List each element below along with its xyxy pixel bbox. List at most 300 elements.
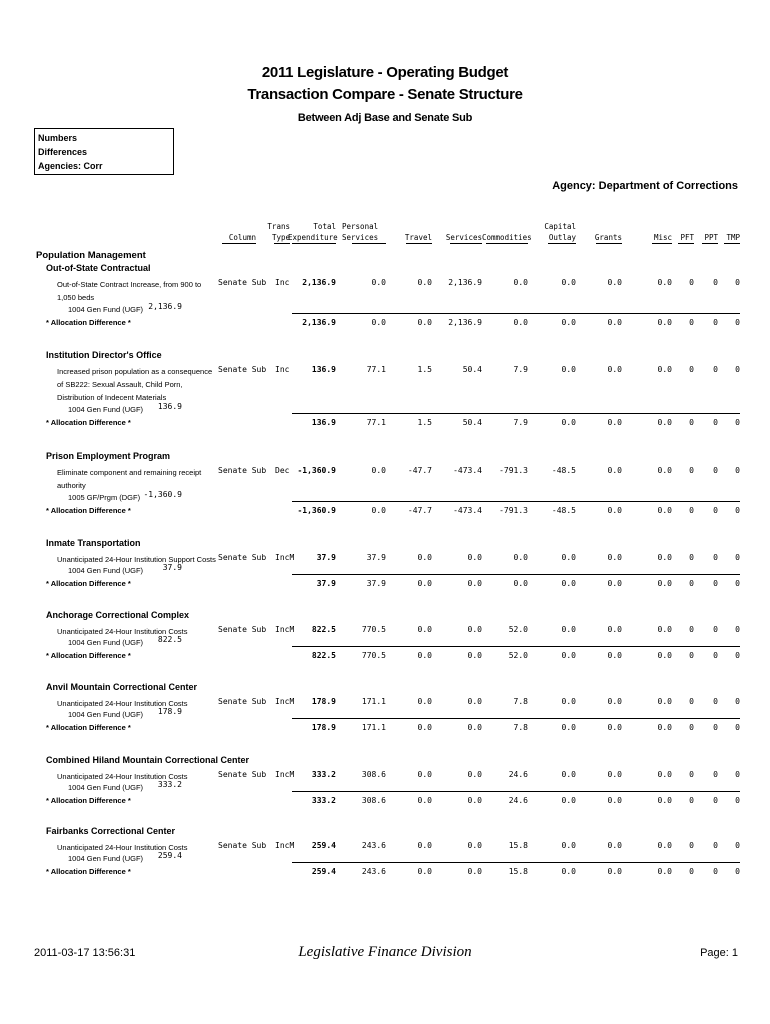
allocation-row [0, 796, 770, 808]
value-cell: 0.0 [417, 278, 432, 287]
value-cell: 0 [735, 466, 740, 475]
column-cell: Senate Sub [218, 553, 267, 562]
value-cell: 0 [713, 770, 718, 779]
trans-type-cell: IncM [275, 625, 295, 634]
column-cell: Senate Sub [218, 365, 267, 374]
allocation-value-cell: 770.5 [361, 651, 386, 660]
value-cell: 0 [735, 553, 740, 562]
footer-timestamp: 2011-03-17 13:56:31 [34, 947, 136, 959]
value-cell: 0 [689, 466, 694, 475]
allocation-value-cell: 0 [713, 723, 718, 732]
allocation-value-cell: 259.4 [311, 867, 336, 876]
allocation-value-cell: 171.1 [361, 723, 386, 732]
trans-type-cell: IncM [275, 841, 295, 850]
allocation-value-cell: 0.0 [467, 579, 482, 588]
table-row [0, 697, 770, 709]
allocation-row [0, 506, 770, 518]
value-cell: 178.9 [311, 697, 336, 706]
value-cell: 37.9 [316, 553, 336, 562]
value-cell: 0.0 [657, 553, 672, 562]
value-cell: 52.0 [508, 625, 528, 634]
filter-line: Agencies: Corr [38, 161, 103, 171]
allocation-value-cell: 0.0 [607, 867, 622, 876]
allocation-difference-label: * Allocation Difference * [46, 318, 131, 327]
allocation-value-cell: 822.5 [311, 651, 336, 660]
value-cell: 0.0 [657, 278, 672, 287]
value-cell: 259.4 [311, 841, 336, 850]
value-cell: 333.2 [311, 770, 336, 779]
report-comparison: Between Adj Base and Senate Sub [297, 112, 473, 124]
item-title: Prison Employment Program [46, 451, 171, 461]
allocation-value-cell: 0.0 [607, 579, 622, 588]
allocation-value-cell: 0 [735, 796, 740, 805]
allocation-value-cell: 7.8 [513, 723, 528, 732]
allocation-row [0, 579, 770, 591]
allocation-value-cell: 0 [735, 579, 740, 588]
allocation-value-cell: -48.5 [551, 506, 576, 515]
item-description: of SB222: Sexual Assault, Child Porn, [57, 380, 183, 389]
filter-box [34, 128, 174, 175]
allocation-value-cell: 2,136.9 [448, 318, 482, 327]
header-underline [292, 243, 336, 244]
item-title: Anvil Mountain Correctional Center [46, 682, 198, 692]
value-cell: 0.0 [607, 625, 622, 634]
allocation-value-cell: 0.0 [561, 651, 576, 660]
value-cell: 0.0 [607, 278, 622, 287]
allocation-value-cell: 0 [735, 723, 740, 732]
value-cell: 0.0 [607, 697, 622, 706]
table-row [0, 553, 770, 565]
value-cell: 0.0 [561, 278, 576, 287]
value-cell: -791.3 [499, 466, 528, 475]
allocation-value-cell: 0 [689, 418, 694, 427]
value-cell: 0 [713, 625, 718, 634]
report-subtitle: Transaction Compare - Senate Structure [247, 86, 523, 103]
header-underline [352, 243, 386, 244]
header-misc: Misc [653, 233, 672, 242]
value-cell: 0.0 [467, 770, 482, 779]
fund-source: 1004 Gen Fund (UGF) [68, 566, 144, 575]
item-description: Eliminate component and remaining receipt [57, 468, 202, 477]
allocation-value-cell: -473.4 [453, 506, 482, 515]
value-cell: 0 [689, 553, 694, 562]
allocation-value-cell: 0 [735, 506, 740, 515]
header-text: Expenditure [288, 233, 338, 242]
allocation-value-cell: 0 [713, 418, 718, 427]
header-underline [702, 243, 718, 244]
sum-divider [292, 313, 740, 314]
value-cell: 24.6 [508, 770, 528, 779]
allocation-value-cell: 0 [689, 506, 694, 515]
fund-amount: 333.2 [157, 780, 182, 789]
column-cell: Senate Sub [218, 278, 267, 287]
trans-type-cell: Inc [275, 278, 290, 287]
value-cell: 0.0 [561, 365, 576, 374]
allocation-value-cell: 37.9 [316, 579, 336, 588]
header-underline [406, 243, 432, 244]
sum-divider [292, 574, 740, 575]
header-underline [222, 243, 256, 244]
column-cell: Senate Sub [218, 770, 267, 779]
trans-type-cell: IncM [275, 553, 295, 562]
value-cell: 0 [713, 841, 718, 850]
allocation-value-cell: -47.7 [407, 506, 432, 515]
fund-amount: 2,136.9 [148, 302, 182, 311]
value-cell: 0.0 [467, 841, 482, 850]
item-title: Fairbanks Correctional Center [46, 826, 176, 836]
allocation-value-cell: 0.0 [607, 723, 622, 732]
value-cell: 171.1 [361, 697, 386, 706]
fund-amount: 136.9 [157, 402, 182, 411]
header-underline [548, 243, 576, 244]
footer-division: Legislative Finance Division [298, 944, 472, 960]
allocation-value-cell: 0 [689, 796, 694, 805]
allocation-value-cell: 24.6 [508, 796, 528, 805]
column-cell: Senate Sub [218, 697, 267, 706]
sum-divider [292, 501, 740, 502]
allocation-value-cell: 333.2 [311, 796, 336, 805]
value-cell: 2,136.9 [448, 278, 482, 287]
value-cell: 770.5 [361, 625, 386, 634]
allocation-value-cell: 0.0 [607, 796, 622, 805]
trans-type-cell: IncM [275, 697, 295, 706]
header-underline [596, 243, 622, 244]
allocation-row [0, 723, 770, 735]
allocation-value-cell: 0 [735, 418, 740, 427]
item-title: Institution Director's Office [46, 350, 162, 360]
allocation-value-cell: 0.0 [657, 318, 672, 327]
allocation-value-cell: 0.0 [467, 796, 482, 805]
value-cell: 0.0 [607, 365, 622, 374]
allocation-value-cell: 0.0 [657, 418, 672, 427]
value-cell: 0.0 [607, 553, 622, 562]
allocation-difference-label: * Allocation Difference * [46, 506, 131, 515]
header-column: Column [228, 233, 256, 242]
value-cell: 1.5 [417, 365, 432, 374]
value-cell: 0.0 [607, 841, 622, 850]
value-cell: 0 [689, 365, 694, 374]
value-cell: 0 [689, 697, 694, 706]
header-ppt: PPT [704, 233, 718, 242]
value-cell: -473.4 [453, 466, 482, 475]
allocation-value-cell: 0.0 [657, 579, 672, 588]
table-row [0, 278, 770, 290]
fund-source: 1004 Gen Fund (UGF) [68, 783, 144, 792]
allocation-value-cell: 0.0 [561, 796, 576, 805]
header-services: Services [445, 233, 482, 242]
value-cell: 0 [713, 278, 718, 287]
allocation-value-cell: 0 [689, 318, 694, 327]
allocation-difference-label: * Allocation Difference * [46, 579, 131, 588]
value-cell: 0 [735, 625, 740, 634]
allocation-value-cell: 0 [713, 796, 718, 805]
header-text: Services [342, 233, 379, 242]
table-row [0, 841, 770, 853]
sum-divider [292, 718, 740, 719]
sum-divider [292, 862, 740, 863]
header-text: Personal [342, 222, 379, 231]
allocation-value-cell: 0 [735, 651, 740, 660]
section-title: Population Management [36, 250, 146, 261]
allocation-value-cell: 0.0 [561, 867, 576, 876]
item-description: Unanticipated 24-Hour Institution Costs [57, 699, 188, 708]
value-cell: 0.0 [371, 278, 386, 287]
allocation-difference-label: * Allocation Difference * [46, 418, 131, 427]
allocation-value-cell: 0.0 [607, 506, 622, 515]
value-cell: 0.0 [513, 553, 528, 562]
header-text: Type [271, 233, 290, 242]
value-cell: 0.0 [417, 770, 432, 779]
allocation-value-cell: 0.0 [607, 318, 622, 327]
header-text: Trans [267, 222, 290, 231]
fund-source: 1004 Gen Fund (UGF) [68, 854, 144, 863]
table-row [0, 466, 770, 478]
value-cell: 77.1 [366, 365, 386, 374]
header-total [288, 221, 336, 243]
allocation-value-cell: 0 [713, 867, 718, 876]
allocation-value-cell: 308.6 [361, 796, 386, 805]
item-title: Out-of-State Contractual [46, 263, 151, 273]
header-text: Outlay [548, 233, 576, 242]
value-cell: 0.0 [657, 841, 672, 850]
value-cell: 0.0 [561, 625, 576, 634]
allocation-value-cell: 0 [735, 867, 740, 876]
header-capital [538, 221, 576, 243]
allocation-value-cell: 0.0 [371, 506, 386, 515]
allocation-value-cell: 1.5 [417, 418, 432, 427]
allocation-value-cell: 0.0 [607, 418, 622, 427]
header-text: Capital [544, 222, 576, 231]
value-cell: 0.0 [561, 841, 576, 850]
allocation-value-cell: 0.0 [513, 579, 528, 588]
item-description: authority [57, 481, 86, 490]
table-row [0, 770, 770, 782]
value-cell: 0.0 [561, 697, 576, 706]
value-cell: 0 [713, 553, 718, 562]
column-cell: Senate Sub [218, 841, 267, 850]
item-description: Unanticipated 24-Hour Institution Costs [57, 772, 188, 781]
fund-amount: 259.4 [157, 851, 182, 860]
allocation-value-cell: 7.9 [513, 418, 528, 427]
item-title: Combined Hiland Mountain Correctional Center [46, 755, 250, 765]
allocation-value-cell: 0.0 [513, 318, 528, 327]
value-cell: 0.0 [561, 553, 576, 562]
allocation-value-cell: 0 [689, 579, 694, 588]
column-cell: Senate Sub [218, 625, 267, 634]
item-description: Unanticipated 24-Hour Institution Costs [57, 627, 188, 636]
value-cell: 0.0 [607, 770, 622, 779]
value-cell: -1,360.9 [297, 466, 336, 475]
allocation-value-cell: 0.0 [417, 723, 432, 732]
fund-amount: 178.9 [157, 707, 182, 716]
allocation-value-cell: 136.9 [311, 418, 336, 427]
value-cell: 0 [689, 278, 694, 287]
header-underline [486, 243, 528, 244]
allocation-value-cell: 0.0 [657, 723, 672, 732]
header-tmp: TMP [726, 233, 740, 242]
value-cell: -47.7 [407, 466, 432, 475]
header-grants: Grants [594, 233, 622, 242]
allocation-value-cell: 178.9 [311, 723, 336, 732]
fund-source: 1005 GF/Prgm (DGF) [68, 493, 141, 502]
allocation-value-cell: 0.0 [657, 796, 672, 805]
item-description: 1,050 beds [57, 293, 95, 302]
allocation-value-cell: 0 [689, 723, 694, 732]
allocation-value-cell: -791.3 [499, 506, 528, 515]
allocation-value-cell: 0.0 [467, 867, 482, 876]
value-cell: 0.0 [417, 841, 432, 850]
trans-type-cell: Inc [275, 365, 290, 374]
fund-amount: 822.5 [157, 635, 182, 644]
allocation-value-cell: 0.0 [417, 318, 432, 327]
value-cell: 308.6 [361, 770, 386, 779]
allocation-value-cell: 0.0 [371, 318, 386, 327]
allocation-row [0, 651, 770, 663]
allocation-value-cell: 0 [735, 318, 740, 327]
header-underline [678, 243, 694, 244]
value-cell: 0.0 [371, 466, 386, 475]
value-cell: 0.0 [467, 553, 482, 562]
value-cell: 0.0 [417, 697, 432, 706]
fund-source: 1004 Gen Fund (UGF) [68, 710, 144, 719]
header-travel: Travel [404, 233, 432, 242]
value-cell: 50.4 [462, 365, 482, 374]
allocation-value-cell: 0.0 [417, 651, 432, 660]
footer-page-number: Page: 1 [700, 947, 738, 959]
value-cell: 0.0 [657, 365, 672, 374]
allocation-value-cell: 0.0 [561, 723, 576, 732]
allocation-value-cell: 0.0 [561, 418, 576, 427]
allocation-value-cell: 0 [689, 867, 694, 876]
value-cell: 2,136.9 [302, 278, 336, 287]
value-cell: 0.0 [657, 697, 672, 706]
item-description: Unanticipated 24-Hour Institution Costs [57, 843, 188, 852]
allocation-row [0, 318, 770, 330]
allocation-value-cell: 0.0 [607, 651, 622, 660]
fund-source: 1004 Gen Fund (UGF) [68, 405, 144, 414]
header-personal [342, 221, 386, 243]
value-cell: 0.0 [561, 770, 576, 779]
filter-line: Differences [38, 147, 88, 157]
allocation-value-cell: 0 [713, 318, 718, 327]
allocation-value-cell: 0.0 [417, 579, 432, 588]
allocation-value-cell: 0.0 [467, 723, 482, 732]
allocation-value-cell: 0 [713, 651, 718, 660]
value-cell: 0.0 [607, 466, 622, 475]
value-cell: 243.6 [361, 841, 386, 850]
item-title: Anchorage Correctional Complex [46, 610, 190, 620]
value-cell: 822.5 [311, 625, 336, 634]
item-description: Increased prison population as a consequence [57, 367, 213, 376]
report-title: 2011 Legislature - Operating Budget [261, 64, 509, 81]
allocation-value-cell: 0.0 [657, 506, 672, 515]
allocation-value-cell: 0.0 [417, 796, 432, 805]
header-commodities: Commodities [482, 233, 532, 242]
allocation-value-cell: 0.0 [657, 867, 672, 876]
item-description: Out-of-State Contract Increase, from 900 to [57, 280, 202, 289]
header-underline [450, 243, 482, 244]
header-underline [724, 243, 740, 244]
allocation-difference-label: * Allocation Difference * [46, 867, 131, 876]
value-cell: 0.0 [417, 553, 432, 562]
item-description: Distribution of Indecent Materials [57, 393, 167, 402]
fund-amount: -1,360.9 [143, 490, 182, 499]
value-cell: 0 [689, 770, 694, 779]
allocation-difference-label: * Allocation Difference * [46, 651, 131, 660]
fund-amount: 37.9 [162, 563, 182, 572]
value-cell: 0 [735, 278, 740, 287]
header-trans-type [262, 221, 290, 243]
value-cell: 136.9 [311, 365, 336, 374]
trans-type-cell: Dec [275, 466, 290, 475]
header-underline [274, 243, 290, 244]
agency-label: Agency: Department of Corrections [552, 180, 738, 192]
value-cell: 0 [735, 697, 740, 706]
allocation-value-cell: 0.0 [561, 318, 576, 327]
table-row [0, 625, 770, 637]
allocation-value-cell: 37.9 [366, 579, 386, 588]
value-cell: 0 [735, 841, 740, 850]
header-text: Total [313, 222, 336, 231]
value-cell: 0 [713, 697, 718, 706]
allocation-value-cell: 0.0 [417, 867, 432, 876]
allocation-value-cell: 243.6 [361, 867, 386, 876]
column-cell: Senate Sub [218, 466, 267, 475]
header-underline [652, 243, 672, 244]
table-row [0, 365, 770, 377]
allocation-value-cell: 15.8 [508, 867, 528, 876]
fund-source: 1004 Gen Fund (UGF) [68, 305, 144, 314]
value-cell: 7.9 [513, 365, 528, 374]
value-cell: 0.0 [467, 625, 482, 634]
value-cell: 0 [689, 841, 694, 850]
allocation-row [0, 867, 770, 879]
allocation-value-cell: 0 [689, 651, 694, 660]
allocation-value-cell: 52.0 [508, 651, 528, 660]
sum-divider [292, 791, 740, 792]
sum-divider [292, 646, 740, 647]
value-cell: 7.8 [513, 697, 528, 706]
value-cell: 0.0 [417, 625, 432, 634]
allocation-value-cell: 2,136.9 [302, 318, 336, 327]
value-cell: 37.9 [366, 553, 386, 562]
value-cell: 15.8 [508, 841, 528, 850]
header-pft: PFT [680, 233, 694, 242]
value-cell: 0 [735, 365, 740, 374]
value-cell: 0 [735, 770, 740, 779]
item-title: Inmate Transportation [46, 538, 141, 548]
value-cell: 0 [689, 625, 694, 634]
allocation-value-cell: 0 [713, 579, 718, 588]
item-description: Unanticipated 24-Hour Institution Support Costs [57, 555, 216, 564]
allocation-value-cell: 0.0 [561, 579, 576, 588]
filter-line: Numbers [38, 133, 78, 143]
value-cell: 0.0 [467, 697, 482, 706]
allocation-row [0, 418, 770, 430]
value-cell: 0 [713, 365, 718, 374]
value-cell: 0.0 [513, 278, 528, 287]
value-cell: 0.0 [657, 466, 672, 475]
allocation-value-cell: 0.0 [657, 651, 672, 660]
value-cell: 0 [713, 466, 718, 475]
allocation-difference-label: * Allocation Difference * [46, 796, 131, 805]
allocation-value-cell: 0.0 [467, 651, 482, 660]
allocation-value-cell: 77.1 [366, 418, 386, 427]
allocation-difference-label: * Allocation Difference * [46, 723, 131, 732]
trans-type-cell: IncM [275, 770, 295, 779]
allocation-value-cell: 50.4 [462, 418, 482, 427]
value-cell: -48.5 [551, 466, 576, 475]
